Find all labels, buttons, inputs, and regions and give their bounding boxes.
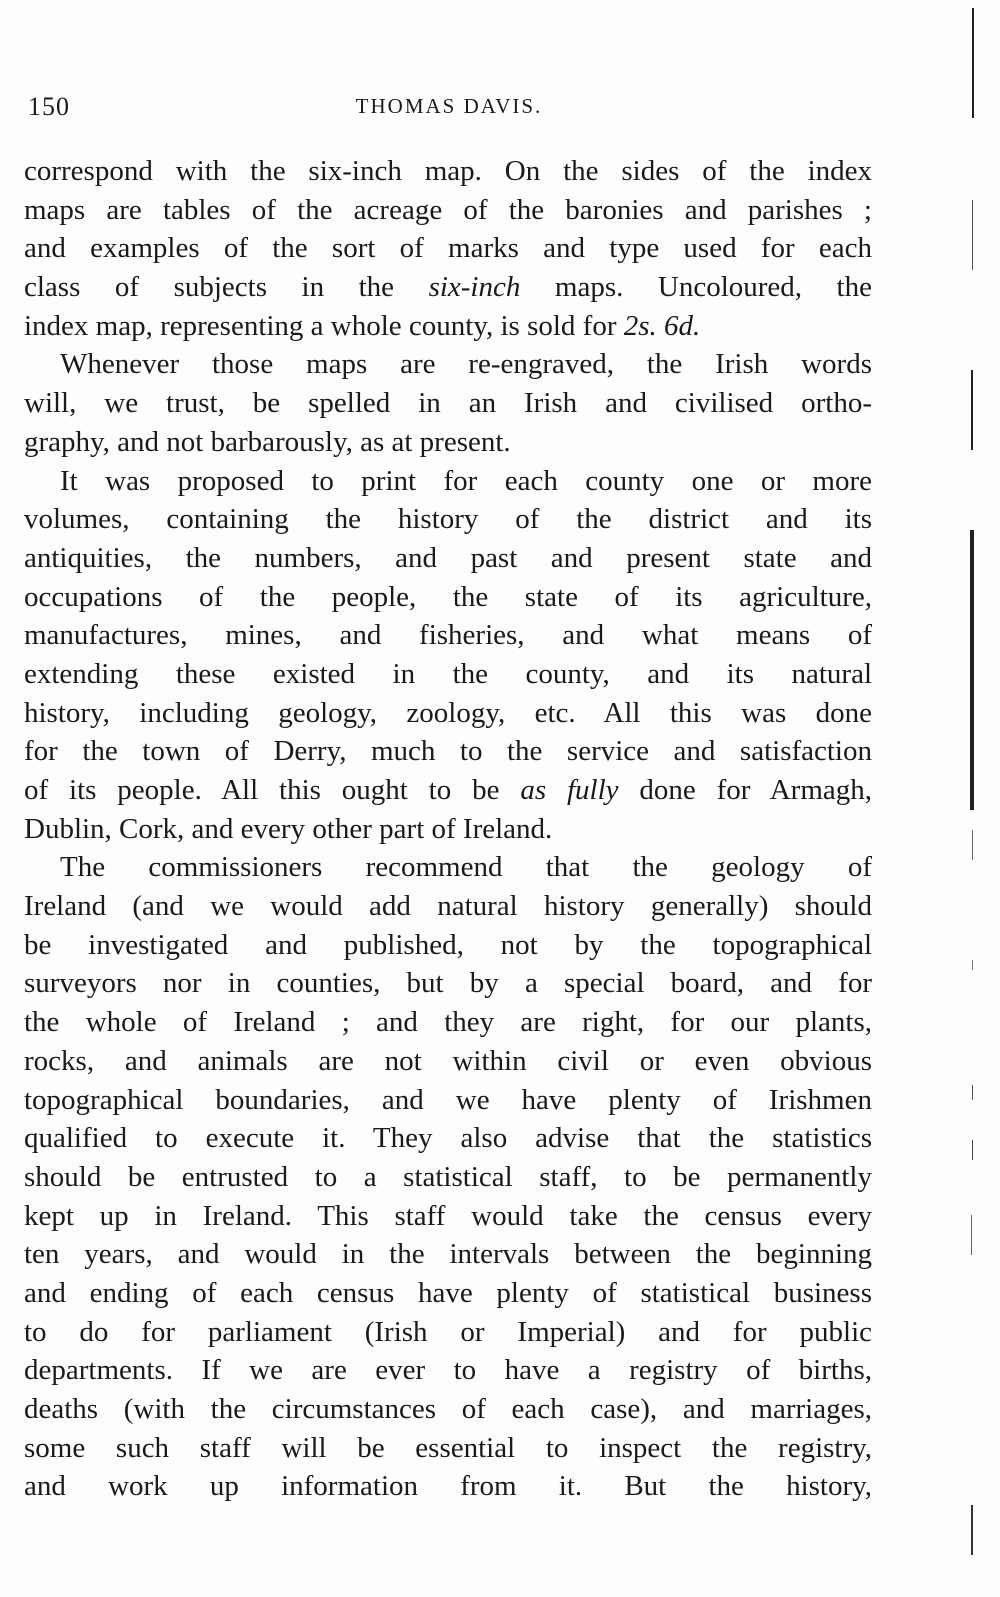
text-segment: departments. If we are ever to have a registry of births, [24, 1354, 872, 1387]
text-segment: and work up information from it. But the history, [24, 1470, 872, 1503]
text-segment: some such staff will be essential to inspect the registry, [24, 1431, 872, 1464]
italic-text: six-inch [428, 271, 521, 304]
text-segment: occupations of the people, the state of its agriculture, [24, 580, 872, 613]
text-segment: be investigated and published, not by the topographical [24, 928, 872, 961]
text-segment: volumes, containing the history of the district and its [24, 503, 872, 536]
text-segment: and examples of the sort of marks and type used for each [24, 232, 872, 265]
text-segment: deaths (with the circumstances of each case), and marriages, [24, 1393, 872, 1425]
text-segment: maps. Uncoloured, the [520, 271, 872, 304]
text-segment: extending these existed in the county, and its natural [24, 657, 872, 690]
text-segment: The commissioners recommend that the geology of [60, 851, 872, 884]
text-segment: kept up in Ireland. This staff would take the census every [24, 1199, 872, 1232]
text-line [24, 423, 872, 462]
text-line [24, 1429, 872, 1468]
text-line [24, 732, 872, 771]
text-line [24, 1351, 872, 1390]
text-segment: for the town of Derry, much to the service and satisfaction [24, 735, 872, 768]
text-segment: correspond with the six-inch map. On the sides of the index [24, 155, 872, 187]
text-segment: manufactures, mines, and fisheries, and what means of [24, 619, 872, 652]
text-segment: Whenever those maps are re-engraved, the Irish words [60, 348, 872, 381]
text-line [24, 229, 872, 268]
text-line [24, 1158, 872, 1197]
text-segment: rocks, and animals are not within civil or even obvious [24, 1044, 872, 1077]
text-segment: It was proposed to print for each county one or more [60, 464, 872, 497]
text-line [24, 1390, 872, 1429]
text-line [24, 578, 872, 617]
text-line [24, 384, 872, 423]
text-segment: index map, representing a whole county, is sold for [24, 309, 624, 342]
running-head [28, 92, 870, 122]
text-line [24, 616, 872, 655]
text-segment: done for Armagh, [618, 774, 872, 806]
text-segment: should be entrusted to a statistical staff, to be permanently [24, 1160, 872, 1193]
text-line [24, 539, 872, 578]
body-text [24, 152, 872, 1506]
text-line [24, 1313, 872, 1352]
text-segment: the whole of Ireland ; and they are right, for our plants, [24, 1006, 872, 1039]
text-segment: will, we trust, be spelled in an Irish and civilised ortho- [24, 387, 872, 420]
text-segment: to do for parliament (Irish or Imperial) and for public [24, 1315, 872, 1348]
text-line [24, 1081, 872, 1120]
text-segment: class of subjects in the [24, 271, 429, 304]
text-line [24, 307, 872, 346]
text-line [24, 1119, 872, 1158]
text-line [24, 1235, 872, 1274]
text-line [24, 964, 872, 1003]
text-segment: antiquities, the numbers, and past and present state and [24, 541, 872, 574]
italic-text: as fully [520, 774, 619, 806]
text-segment: topographical boundaries, and we have plenty of Irishmen [24, 1083, 872, 1116]
text-line [24, 655, 872, 694]
text-line [24, 887, 872, 926]
text-line [24, 268, 872, 307]
italic-text: 2s. 6d. [623, 309, 701, 342]
text-line [24, 152, 872, 191]
text-line [24, 694, 872, 733]
text-line [24, 1467, 872, 1506]
text-segment: maps are tables of the acreage of the baronies and parishes ; [24, 193, 872, 226]
text-line [24, 345, 872, 384]
text-line [24, 191, 872, 230]
text-segment: and ending of each census have plenty of statistical business [24, 1276, 872, 1309]
text-line [24, 926, 872, 965]
text-segment: ten years, and would in the intervals between the beginning [24, 1238, 872, 1271]
text-line [24, 1003, 872, 1042]
text-segment: Ireland (and we would add natural history generally) should [24, 890, 872, 923]
text-segment: of its people. All this ought to be [24, 774, 521, 806]
text-segment: qualified to execute it. They also advise that the statistics [24, 1122, 872, 1155]
text-line [24, 1042, 872, 1081]
running-title: THOMAS DAVIS. [355, 94, 543, 118]
text-line [24, 1197, 872, 1236]
text-segment: history, including geology, zoology, etc. All this was done [24, 696, 872, 729]
page-number: 150 [28, 92, 70, 121]
text-line [24, 1274, 872, 1313]
text-line [24, 462, 872, 501]
text-line [24, 500, 872, 539]
text-segment: graphy, and not barbarously, as at present. [24, 425, 511, 458]
text-line [24, 771, 872, 810]
text-segment: surveyors nor in counties, but by a special board, and for [24, 967, 872, 1000]
text-segment: Dublin, Cork, and every other part of Ireland. [24, 812, 553, 845]
binding-edge-artifacts [960, 0, 1000, 1597]
text-line [24, 848, 872, 887]
text-line [24, 810, 872, 849]
